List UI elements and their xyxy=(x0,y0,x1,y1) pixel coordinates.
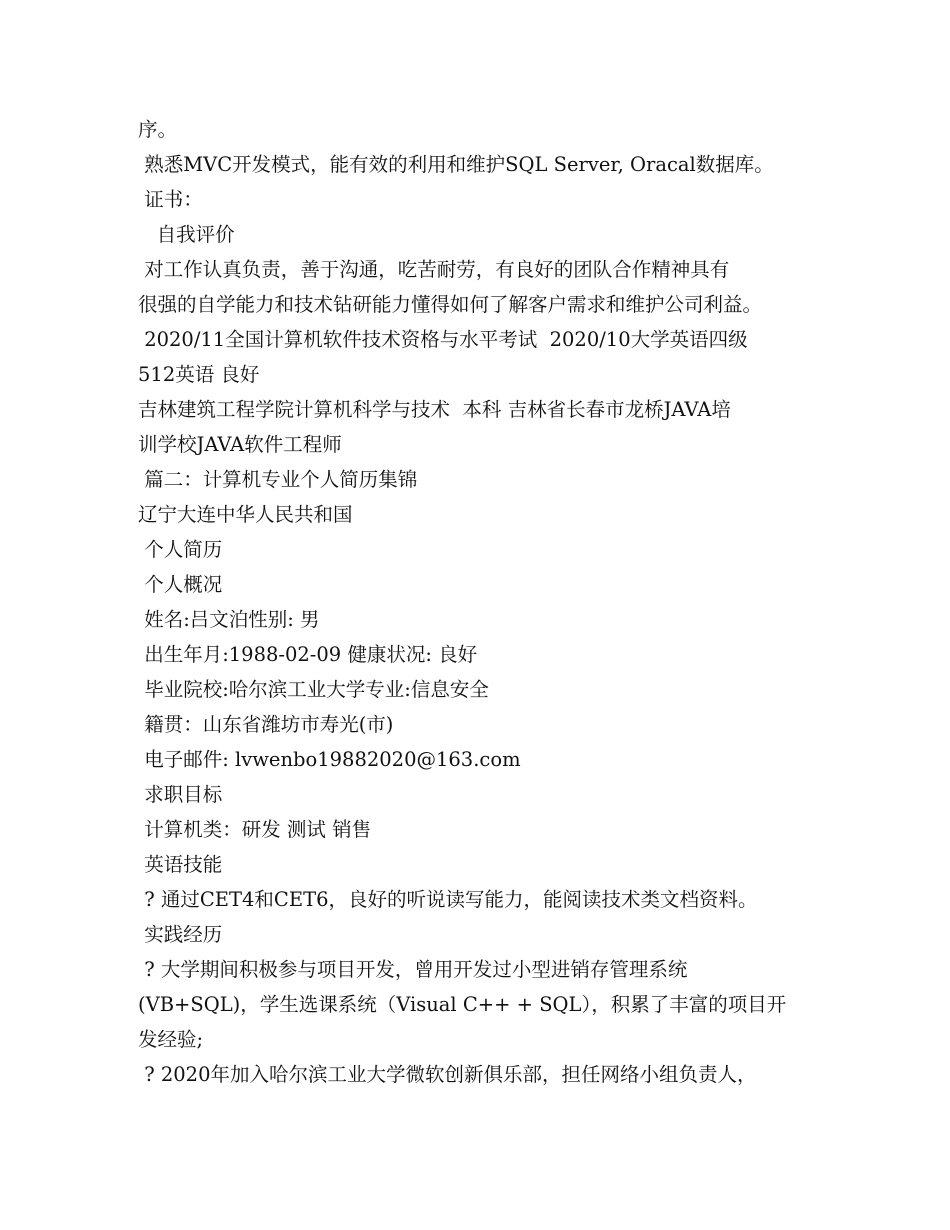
text-line: 熟悉MVC开发模式，能有效的利用和维护SQL Server, Oracal数据库。 xyxy=(138,153,774,176)
text-line: ? 通过CET4和CET6，良好的听说读写能力，能阅读技术类文档资料。 xyxy=(138,888,758,911)
text-line: 序。 xyxy=(138,118,178,141)
text-line: 对工作认真负责，善于沟通，吃苦耐劳，有良好的团队合作精神具有 xyxy=(138,258,730,281)
text-line: ? 大学期间积极参与项目开发，曾用开发过小型进销存管理系统 xyxy=(138,958,688,981)
section-heading: 篇二：计算机专业个人简历集锦 xyxy=(138,468,418,491)
text-line: 毕业院校:哈尔滨工业大学专业:信息安全 xyxy=(138,678,489,701)
section-heading: 个人简历 xyxy=(138,538,223,561)
text-line: 姓名:吕文泊性别: 男 xyxy=(138,608,320,631)
text-line: 发经验; xyxy=(138,1028,204,1051)
text-line: 辽宁大连中华人民共和国 xyxy=(138,503,353,526)
section-heading: 个人概况 xyxy=(138,573,223,596)
text-line: 证书： xyxy=(138,188,203,211)
text-line: ? 2020年加入哈尔滨工业大学微软创新俱乐部，担任网络小组负责人， xyxy=(138,1063,757,1086)
text-line: 吉林建筑工程学院计算机科学与技术 本科 吉林省长春市龙桥JAVA培 xyxy=(138,398,731,421)
document-body xyxy=(138,112,828,1092)
text-line: 电子邮件: lvwenbo19882020@163.com xyxy=(138,748,521,771)
text-line: 训学校JAVA软件工程师 xyxy=(138,433,342,456)
text-line: 很强的自学能力和技术钻研能力懂得如何了解客户需求和维护公司利益。 xyxy=(138,293,763,316)
text-line: (VB+SQL)，学生选课系统（Visual C++ + SQL），积累了丰富的项目开 xyxy=(138,993,787,1016)
section-heading: 求职目标 xyxy=(138,783,223,806)
text-line: 计算机类：研发 测试 销售 xyxy=(138,818,372,841)
text-line: 出生年月:1988-02-09 健康状况: 良好 xyxy=(138,643,478,666)
section-heading: 自我评价 xyxy=(138,223,235,246)
text-line: 籍贯：山东省潍坊市寿光(市) xyxy=(138,713,394,736)
text-line: 2020/11全国计算机软件技术资格与水平考试 2020/10大学英语四级 xyxy=(138,328,748,351)
section-heading: 实践经历 xyxy=(138,923,223,946)
text-line: 512英语 良好 xyxy=(138,363,260,386)
section-heading: 英语技能 xyxy=(138,853,223,876)
